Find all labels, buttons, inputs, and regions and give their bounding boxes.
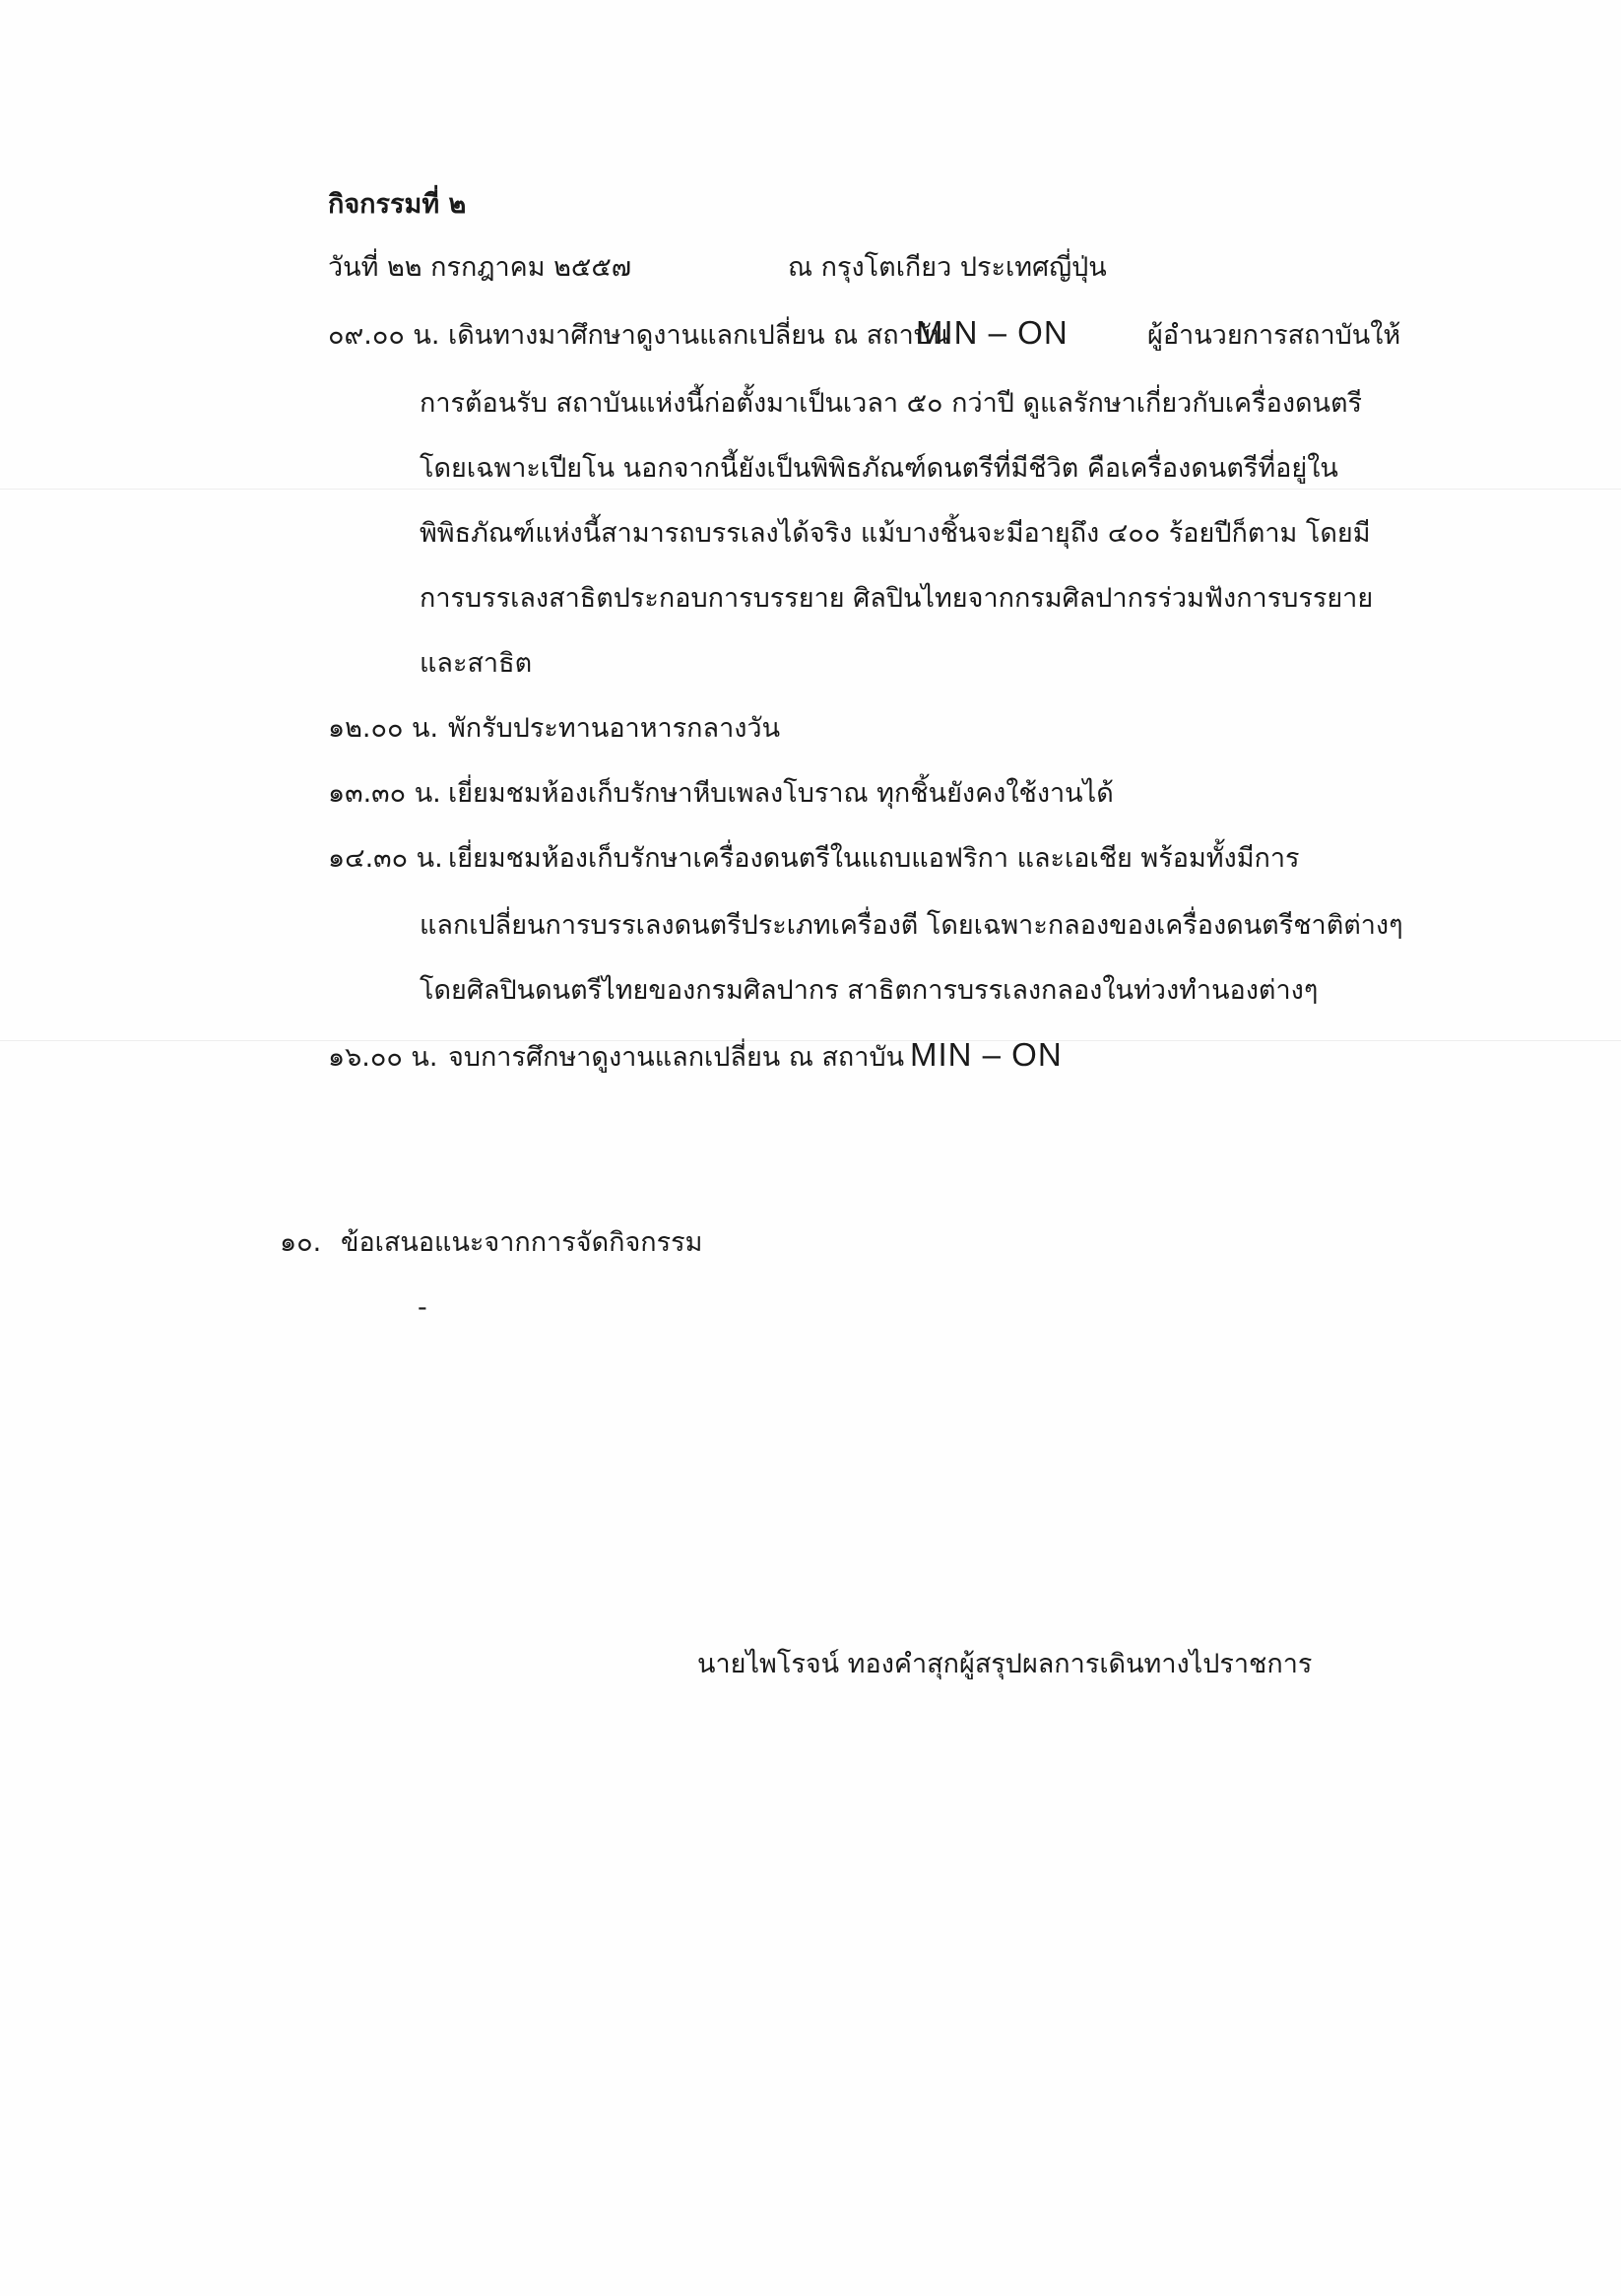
section-title: ข้อเสนอแนะจากการจัดกิจกรรม	[341, 1227, 703, 1258]
schedule-time: ๑๓.๓๐ น.	[328, 778, 441, 809]
schedule-text: โดยเฉพาะเปียโน นอกจากนี้ยังเป็นพิพิธภัณฑ์ดนตรีที่มีชีวิต คือเครื่องดนตรีที่อยู่ใน	[420, 453, 1338, 484]
schedule-text: เยี่ยมชมห้องเก็บรักษาหีบเพลงโบราณ ทุกชิ้นยังคงใช้งานได้	[448, 778, 1114, 809]
signer-role: ผู้สรุปผลการเดินทางไปราชการ	[959, 1649, 1313, 1679]
institute-name: MIN – ON	[916, 314, 1069, 351]
schedule-text: พิพิธภัณฑ์แห่งนี้สามารถบรรเลงได้จริง แม้บางชิ้นจะมีอายุถึง ๔๐๐ ร้อยปีก็ตาม โดยมี	[420, 518, 1371, 549]
schedule-time: ๑๔.๓๐ น.	[328, 843, 443, 874]
institute-name: MIN – ON	[910, 1036, 1063, 1073]
activity-location: ณ กรุงโตเกียว ประเทศญี่ปุ่น	[788, 252, 1107, 283]
schedule-text: แลกเปลี่ยนการบรรเลงดนตรีประเภทเครื่องตี โดยเฉพาะกลองของเครื่องดนตรีชาติต่างๆ	[420, 910, 1403, 941]
activity-heading: กิจกรรมที่ ๒	[328, 189, 467, 220]
schedule-text: จบการศึกษาดูงานแลกเปลี่ยน ณ สถาบัน	[448, 1042, 905, 1073]
schedule-text: ผู้อำนวยการสถาบันให้	[1147, 320, 1401, 351]
schedule-text: เดินทางมาศึกษาดูงานแลกเปลี่ยน ณ สถาบัน	[448, 320, 949, 351]
schedule-text: เยี่ยมชมห้องเก็บรักษาเครื่องดนตรีในแถบแอฟริกา และเอเชีย พร้อมทั้งมีการ	[448, 843, 1300, 874]
signer-name: นายไพโรจน์ ทองคำสุก	[697, 1649, 959, 1679]
schedule-text: พักรับประทานอาหารกลางวัน	[448, 713, 781, 744]
schedule-text: และสาธิต	[420, 648, 533, 679]
schedule-time: ๑๒.๐๐ น.	[328, 713, 439, 744]
schedule-time: ๑๖.๐๐ น.	[328, 1042, 438, 1073]
activity-date: วันที่ ๒๒ กรกฎาคม ๒๕๕๗	[328, 252, 632, 283]
section-content: -	[418, 1292, 427, 1323]
schedule-text: การต้อนรับ สถาบันแห่งนี้ก่อตั้งมาเป็นเวลา ๕๐ กว่าปี ดูแลรักษาเกี่ยวกับเครื่องดนตรี	[420, 388, 1363, 419]
schedule-time: ๐๙.๐๐ น.	[328, 320, 440, 351]
schedule-text: การบรรเลงสาธิตประกอบการบรรยาย ศิลปินไทยจากกรมศิลปากรร่วมฟังการบรรยาย	[420, 583, 1374, 614]
schedule-text: โดยศิลปินดนตรีไทยของกรมศิลปากร สาธิตการบรรเลงกลองในท่วงทำนองต่างๆ	[420, 975, 1319, 1006]
section-number: ๑๐.	[280, 1227, 322, 1258]
scan-artifact-line	[0, 489, 1621, 490]
